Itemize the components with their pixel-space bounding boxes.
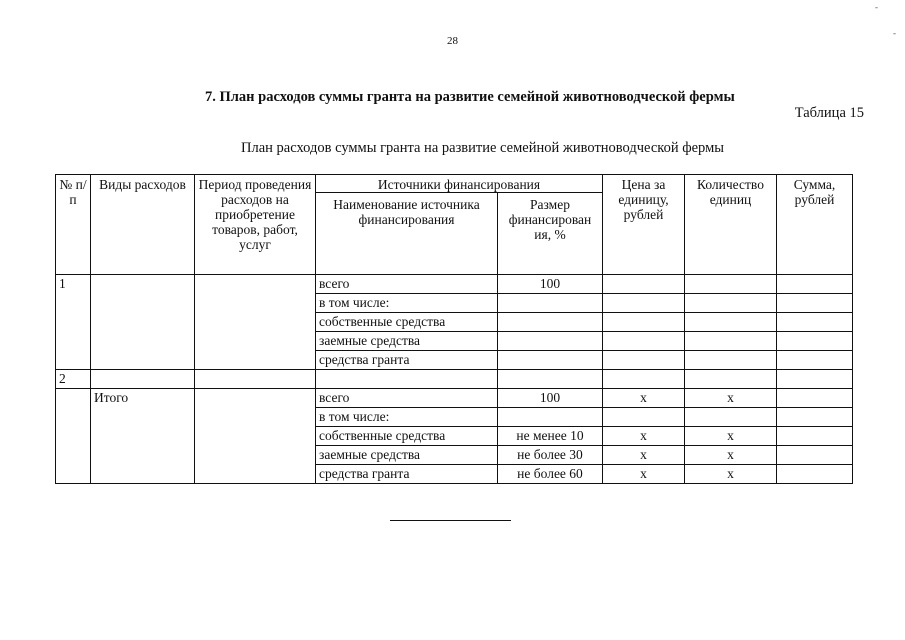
row-price-cell: х	[603, 465, 685, 484]
row-price-cell	[603, 332, 685, 351]
row-sum-cell	[777, 465, 853, 484]
row-qty-cell	[685, 370, 777, 389]
row-qty-cell: х	[685, 389, 777, 408]
row-price-cell	[603, 351, 685, 370]
row-period-cell	[195, 275, 316, 370]
row-share-cell: не более 60	[498, 465, 603, 484]
row-price-cell	[603, 408, 685, 427]
row-type-cell: Итого	[91, 389, 195, 484]
row-qty-cell	[685, 408, 777, 427]
header-types: Виды расходов	[91, 175, 195, 275]
row-type-cell	[91, 370, 195, 389]
row-price-cell	[603, 370, 685, 389]
row-share-cell: не более 30	[498, 446, 603, 465]
row-qty-cell	[685, 332, 777, 351]
row-sum-cell	[777, 351, 853, 370]
row-sum-cell	[777, 427, 853, 446]
row-qty-cell	[685, 351, 777, 370]
edge-mark: -	[875, 2, 878, 12]
row-source-cell: средства гранта	[316, 351, 498, 370]
row-source-cell: собственные средства	[316, 427, 498, 446]
row-period-cell	[195, 389, 316, 484]
footer-rule	[390, 520, 511, 521]
row-source-cell: собственные средства	[316, 313, 498, 332]
row-price-cell: х	[603, 389, 685, 408]
header-source-name: Наименование источника финансирования	[316, 193, 498, 275]
header-price: Цена за единицу, рублей	[603, 175, 685, 275]
table-row	[56, 389, 853, 408]
row-qty-cell: х	[685, 446, 777, 465]
row-price-cell: х	[603, 446, 685, 465]
row-source-cell: средства гранта	[316, 465, 498, 484]
row-source-cell	[316, 370, 498, 389]
row-share-cell	[498, 332, 603, 351]
row-share-cell	[498, 294, 603, 313]
row-share-cell	[498, 313, 603, 332]
row-period-cell	[195, 370, 316, 389]
row-share-cell	[498, 370, 603, 389]
header-num: № п/п	[56, 175, 91, 275]
row-source-cell: в том числе:	[316, 294, 498, 313]
row-num-cell	[56, 389, 91, 484]
header-period: Период проведения расходов на приобретение товаров, работ, услуг	[195, 175, 316, 275]
row-share-cell: не менее 10	[498, 427, 603, 446]
header-sources: Источники финансирования	[316, 175, 603, 193]
row-source-cell: заемные средства	[316, 332, 498, 351]
row-source-cell: всего	[316, 275, 498, 294]
header-sum: Сумма, рублей	[777, 175, 853, 275]
row-sum-cell	[777, 332, 853, 351]
page-number: 28	[447, 35, 458, 47]
row-qty-cell	[685, 275, 777, 294]
table-row	[56, 370, 853, 389]
row-source-cell: в том числе:	[316, 408, 498, 427]
row-price-cell	[603, 275, 685, 294]
table-title: План расходов суммы гранта на развитие семейной животноводческой фермы	[240, 140, 725, 156]
row-num-cell: 2	[56, 370, 91, 389]
row-price-cell	[603, 313, 685, 332]
row-source-cell: заемные средства	[316, 446, 498, 465]
edge-mark: -	[893, 28, 896, 38]
row-share-cell: 100	[498, 275, 603, 294]
row-sum-cell	[777, 294, 853, 313]
table-number: Таблица 15	[794, 105, 864, 121]
row-sum-cell	[777, 408, 853, 427]
table-row	[56, 275, 853, 294]
row-sum-cell	[777, 313, 853, 332]
row-qty-cell	[685, 313, 777, 332]
row-share-cell	[498, 351, 603, 370]
row-sum-cell	[777, 389, 853, 408]
header-share: Размер финансирован ия, %	[498, 193, 603, 275]
expense-plan-table	[55, 174, 853, 484]
row-type-cell	[91, 275, 195, 370]
row-num-cell: 1	[56, 275, 91, 370]
row-source-cell: всего	[316, 389, 498, 408]
row-sum-cell	[777, 370, 853, 389]
row-share-cell: 100	[498, 389, 603, 408]
section-title: 7. План расходов суммы гранта на развитие семейной животноводческой фермы	[205, 89, 735, 105]
row-sum-cell	[777, 275, 853, 294]
header-qty: Количество единиц	[685, 175, 777, 275]
row-price-cell	[603, 294, 685, 313]
row-qty-cell: х	[685, 465, 777, 484]
row-qty-cell: х	[685, 427, 777, 446]
row-price-cell: х	[603, 427, 685, 446]
row-share-cell	[498, 408, 603, 427]
row-sum-cell	[777, 446, 853, 465]
row-qty-cell	[685, 294, 777, 313]
